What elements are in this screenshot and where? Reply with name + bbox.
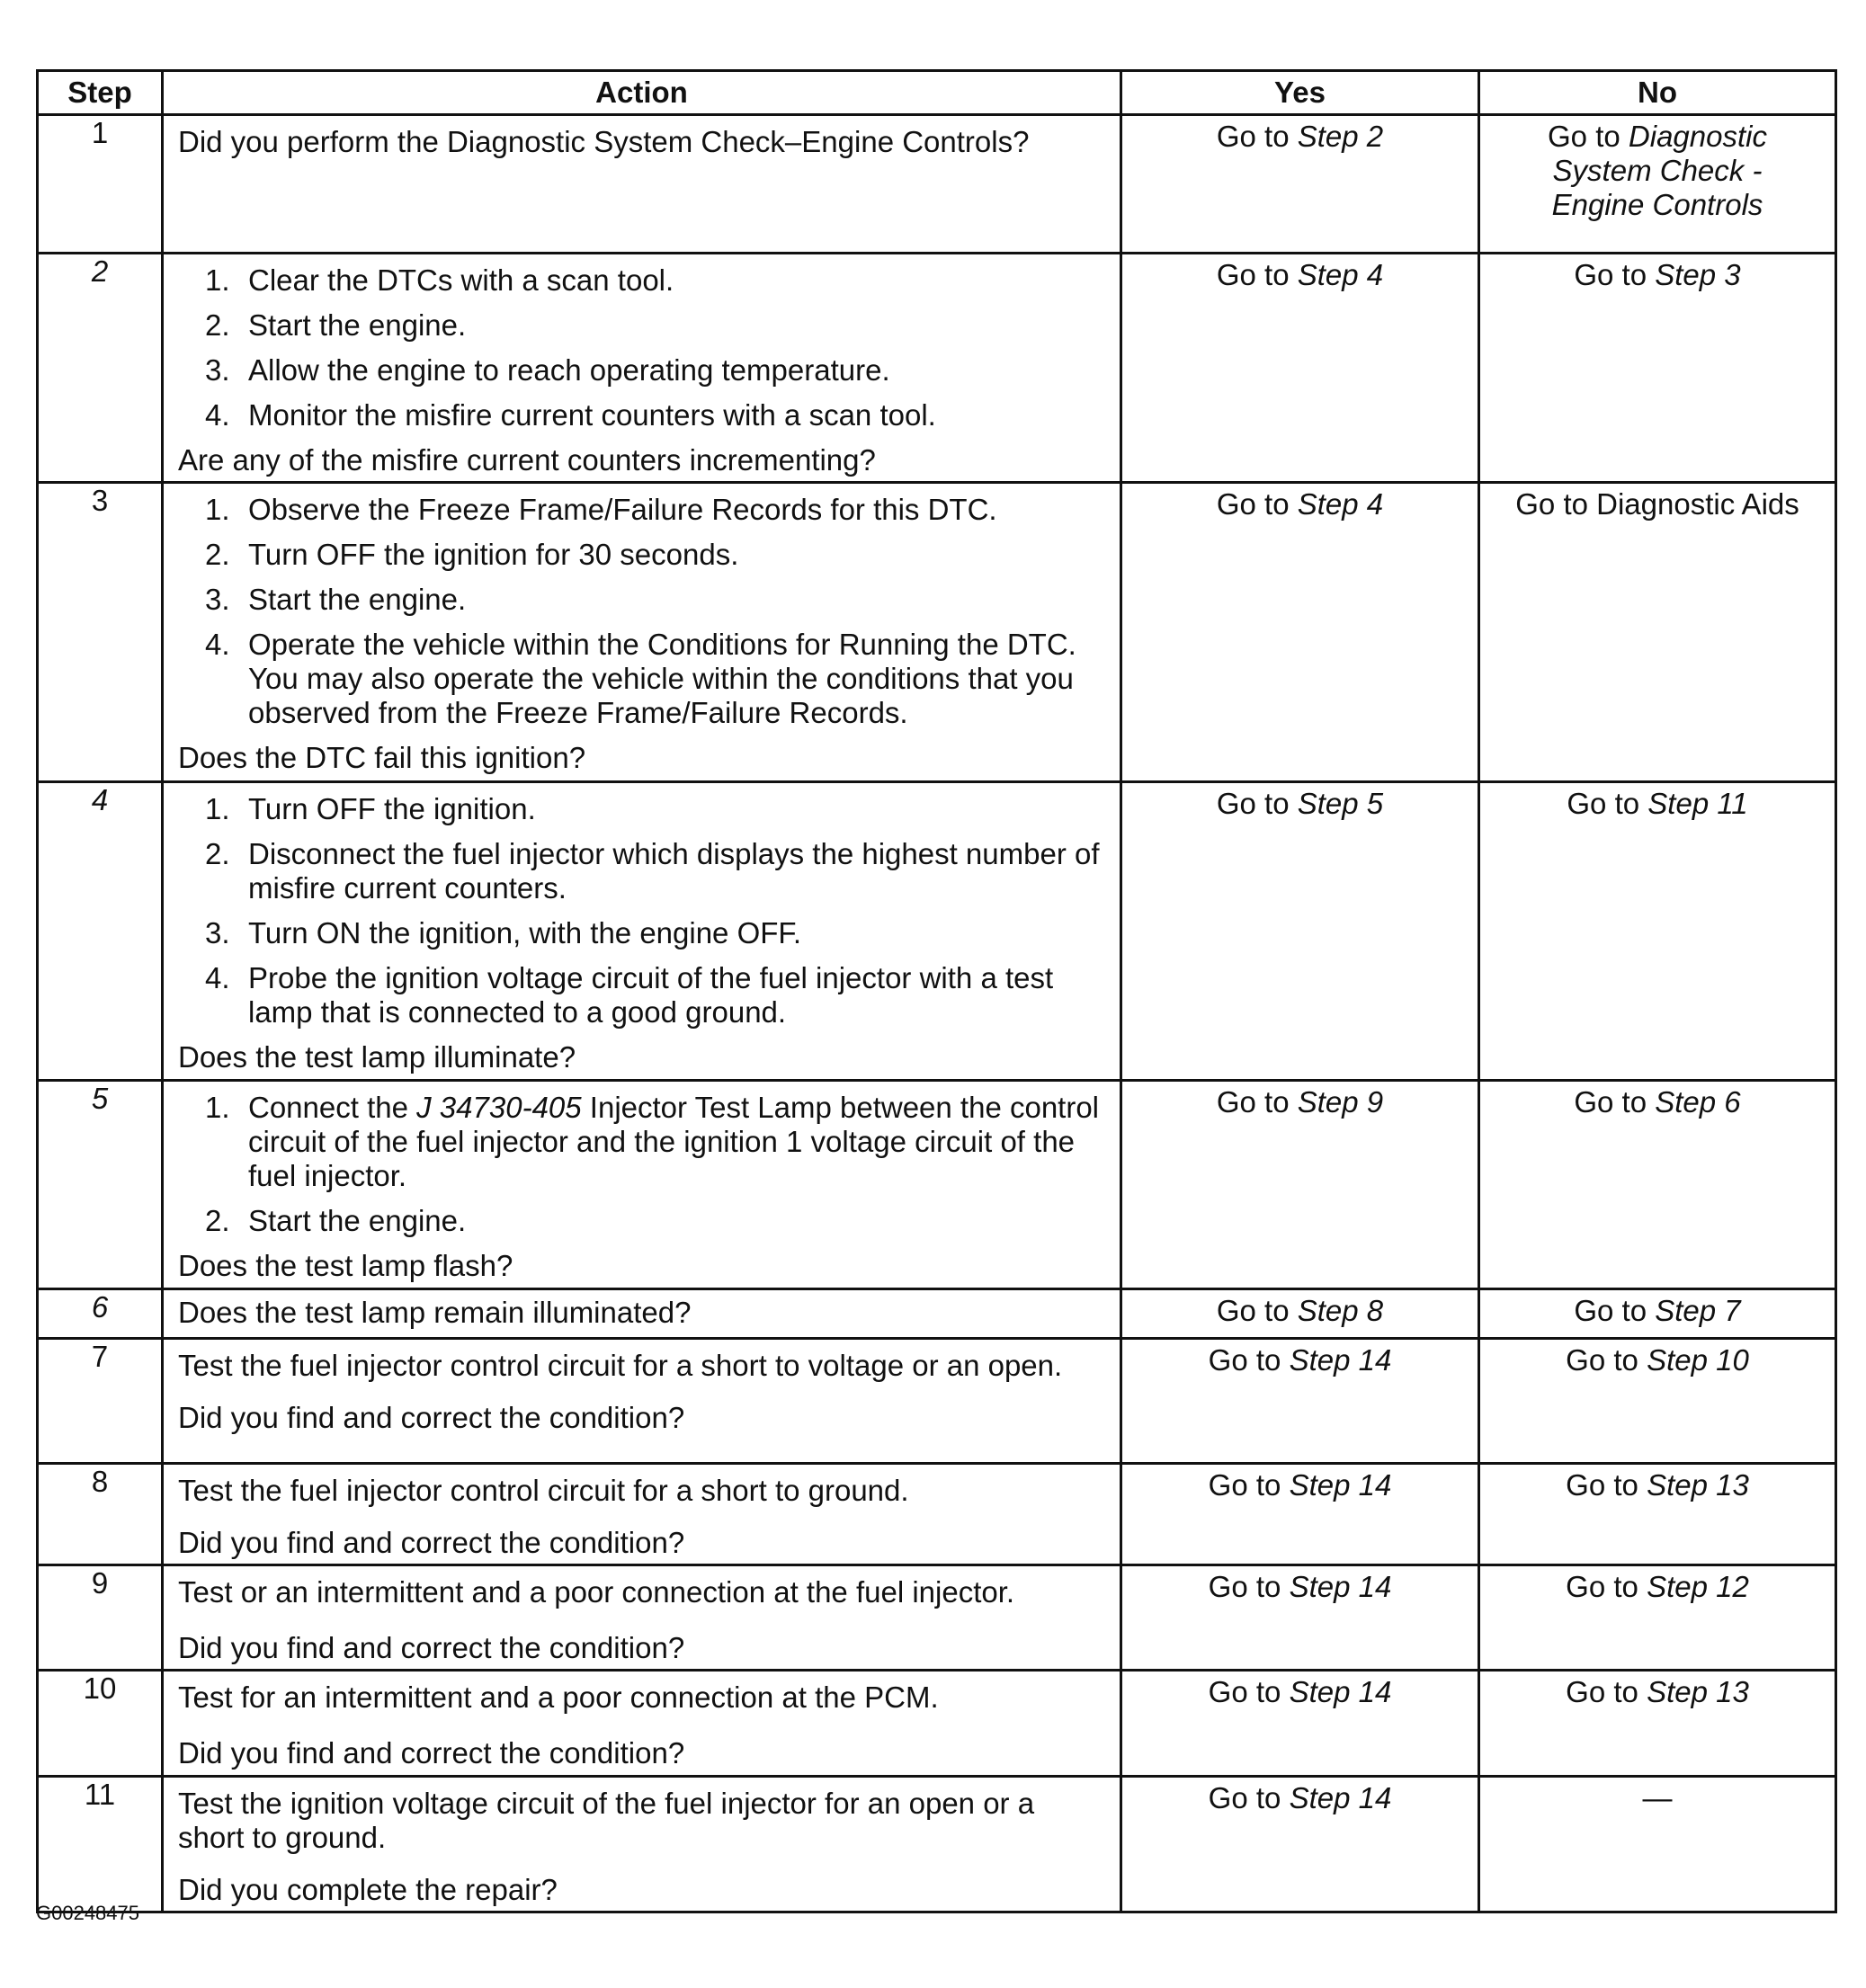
- step-number: 6: [38, 1289, 163, 1339]
- list-item: 1. Observe the Freeze Frame/Failure Records for this DTC.: [205, 493, 997, 526]
- question: Does the test lamp flash?: [178, 1249, 513, 1282]
- table-row: [38, 1464, 1836, 1565]
- figure-id: G00248475: [36, 1902, 139, 1924]
- yes-cell: Go to Step 9: [1121, 1081, 1479, 1289]
- header-no: No: [1479, 71, 1836, 115]
- list-item: 4. Monitor the misfire current counters with a scan tool.: [205, 398, 936, 432]
- action-cell: [163, 1289, 1121, 1339]
- yes-cell: Go to Step 14: [1121, 1565, 1479, 1671]
- procedure-link[interactable]: Engine Controls: [1551, 188, 1763, 221]
- yes-cell: Go to Step 14: [1121, 1339, 1479, 1464]
- no-cell: Go to Step 12: [1479, 1565, 1836, 1671]
- step-link[interactable]: Step 7: [1655, 1294, 1741, 1327]
- action-list: [178, 792, 1107, 1030]
- action-cell: [163, 115, 1121, 254]
- no-cell: Go to Step 3: [1479, 254, 1836, 483]
- list-item: 1. Clear the DTCs with a scan tool.: [205, 263, 674, 297]
- instruction: Test or an intermittent and a poor connection at the fuel injector.: [178, 1575, 1015, 1609]
- step-link[interactable]: Step 14: [1289, 1343, 1392, 1377]
- procedure-link[interactable]: Diagnostic: [1628, 120, 1767, 153]
- goto-text: Go to: [1548, 120, 1620, 153]
- header-step: Step: [38, 71, 163, 115]
- list-item: 4. Operate the vehicle within the Conditions for Running the DTC. You may also operate the vehicle within the conditions that you observed from the Freeze Frame/Failure Records.: [205, 628, 1076, 729]
- header-yes: Yes: [1121, 71, 1479, 115]
- step-link[interactable]: Step 5: [1297, 787, 1384, 820]
- goto-text: Go to: [1216, 120, 1290, 153]
- step-link[interactable]: Step 4: [1297, 487, 1384, 521]
- no-cell: Go to Step 11: [1479, 782, 1836, 1081]
- action-cell: [163, 782, 1121, 1081]
- yes-cell: Go to Step 4: [1121, 254, 1479, 483]
- action-cell: [163, 254, 1121, 483]
- step-number: 1: [38, 115, 163, 254]
- header-row: [38, 71, 1836, 115]
- table-row: [38, 1671, 1836, 1777]
- step-link[interactable]: Step 6: [1655, 1085, 1741, 1119]
- step-link[interactable]: Step 12: [1647, 1570, 1749, 1603]
- instruction: Test for an intermittent and a poor connection at the PCM.: [178, 1680, 939, 1714]
- step-link[interactable]: Step 10: [1647, 1343, 1749, 1377]
- yes-cell: Go to Step 8: [1121, 1289, 1479, 1339]
- question: Did you complete the repair?: [178, 1873, 558, 1906]
- no-cell: [1479, 115, 1836, 254]
- step-link[interactable]: Step 2: [1297, 120, 1384, 153]
- action-list: [178, 263, 1107, 432]
- question: Are any of the misfire current counters incrementing?: [178, 443, 876, 477]
- action-list: [178, 1091, 1107, 1238]
- action-cell: [163, 1565, 1121, 1671]
- list-item: 2. Start the engine.: [205, 308, 467, 342]
- list-item: 4. Probe the ignition voltage circuit of the fuel injector with a test lamp that is connected to a good ground.: [205, 961, 1054, 1029]
- procedure-link[interactable]: System Check -: [1552, 154, 1763, 187]
- question: Did you find and correct the condition?: [178, 1631, 685, 1664]
- yes-cell: Go to Step 14: [1121, 1464, 1479, 1565]
- action-cell: [163, 1081, 1121, 1289]
- question: Does the test lamp remain illuminated?: [178, 1296, 692, 1329]
- step-number: 8: [38, 1464, 163, 1565]
- step-link[interactable]: Step 4: [1297, 258, 1384, 291]
- step-link[interactable]: Step 9: [1297, 1085, 1384, 1119]
- yes-cell: [1121, 115, 1479, 254]
- no-cell: [1479, 483, 1836, 782]
- step-link[interactable]: Step 14: [1289, 1675, 1392, 1708]
- step-number: 2: [38, 254, 163, 483]
- no-action-dash: —: [1642, 1781, 1673, 1814]
- action-cell: [163, 1339, 1121, 1464]
- table-row: [38, 1081, 1836, 1289]
- step-link[interactable]: Step 14: [1289, 1468, 1392, 1502]
- table-row: [38, 1339, 1836, 1464]
- list-item: 1. Connect the J 34730-405 Injector Test Lamp between the control circuit of the fuel injector and the ignition 1 voltage circuit of the fuel injector.: [205, 1091, 1100, 1192]
- no-cell: Go to Step 13: [1479, 1671, 1836, 1777]
- question: Did you find and correct the condition?: [178, 1401, 685, 1434]
- question: Does the test lamp illuminate?: [178, 1040, 576, 1074]
- step-number: 3: [38, 483, 163, 782]
- action-cell: [163, 1671, 1121, 1777]
- list-item: 2. Disconnect the fuel injector which displays the highest number of misfire current counters.: [205, 837, 1100, 905]
- step-number: 11: [38, 1777, 163, 1912]
- list-item: 2. Turn OFF the ignition for 30 seconds.: [205, 538, 739, 571]
- table-row: [38, 115, 1836, 254]
- no-cell: Go to Step 10: [1479, 1339, 1836, 1464]
- step-link[interactable]: Step 13: [1647, 1675, 1749, 1708]
- question: Did you find and correct the condition?: [178, 1736, 685, 1770]
- step-number: 9: [38, 1565, 163, 1671]
- table-row: [38, 483, 1836, 782]
- list-item: 3. Allow the engine to reach operating temperature.: [205, 353, 890, 387]
- no-cell: Go to Step 7: [1479, 1289, 1836, 1339]
- step-link[interactable]: Step 8: [1297, 1294, 1384, 1327]
- diagnostic-table: [36, 69, 1837, 1913]
- yes-cell: Go to Step 14: [1121, 1777, 1479, 1912]
- step-link[interactable]: Step 11: [1647, 787, 1748, 820]
- header-action: Action: [163, 71, 1121, 115]
- list-item: 2. Start the engine.: [205, 1204, 467, 1237]
- list-item: 3. Start the engine.: [205, 583, 467, 616]
- no-cell: [1479, 1777, 1836, 1912]
- table-row: [38, 254, 1836, 483]
- step-link[interactable]: Step 14: [1289, 1570, 1392, 1603]
- yes-cell: Go to Step 4: [1121, 483, 1479, 782]
- action-list: [178, 493, 1107, 730]
- action-cell: [163, 1777, 1121, 1912]
- procedure-link[interactable]: Go to Diagnostic Aids: [1515, 487, 1799, 521]
- step-number: 10: [38, 1671, 163, 1777]
- yes-cell: Go to Step 5: [1121, 782, 1479, 1081]
- question: Did you find and correct the condition?: [178, 1526, 685, 1559]
- action-cell: [163, 1464, 1121, 1565]
- table-row: [38, 1777, 1836, 1912]
- table-row: [38, 1289, 1836, 1339]
- question: Did you perform the Diagnostic System Check–Engine Controls?: [178, 125, 1030, 158]
- step-link[interactable]: Step 14: [1289, 1781, 1392, 1814]
- no-cell: Go to Step 6: [1479, 1081, 1836, 1289]
- instruction: Test the fuel injector control circuit for a short to voltage or an open.: [178, 1349, 1063, 1382]
- table-row: [38, 782, 1836, 1081]
- list-item: 3. Turn ON the ignition, with the engine OFF.: [205, 916, 802, 949]
- instruction: Test the fuel injector control circuit for a short to ground.: [178, 1474, 909, 1507]
- step-number: 4: [38, 782, 163, 1081]
- step-link[interactable]: Step 13: [1647, 1468, 1749, 1502]
- step-number: 7: [38, 1339, 163, 1464]
- question: Does the DTC fail this ignition?: [178, 741, 586, 774]
- action-cell: [163, 483, 1121, 782]
- tool-reference: J 34730-405: [416, 1091, 582, 1124]
- table-row: [38, 1565, 1836, 1671]
- step-link[interactable]: Step 3: [1655, 258, 1741, 291]
- list-item: 1. Turn OFF the ignition.: [205, 792, 536, 825]
- step-number: 5: [38, 1081, 163, 1289]
- no-cell: Go to Step 13: [1479, 1464, 1836, 1565]
- instruction: Test the ignition voltage circuit of the fuel injector for an open or a short to ground.: [178, 1787, 1035, 1854]
- yes-cell: Go to Step 14: [1121, 1671, 1479, 1777]
